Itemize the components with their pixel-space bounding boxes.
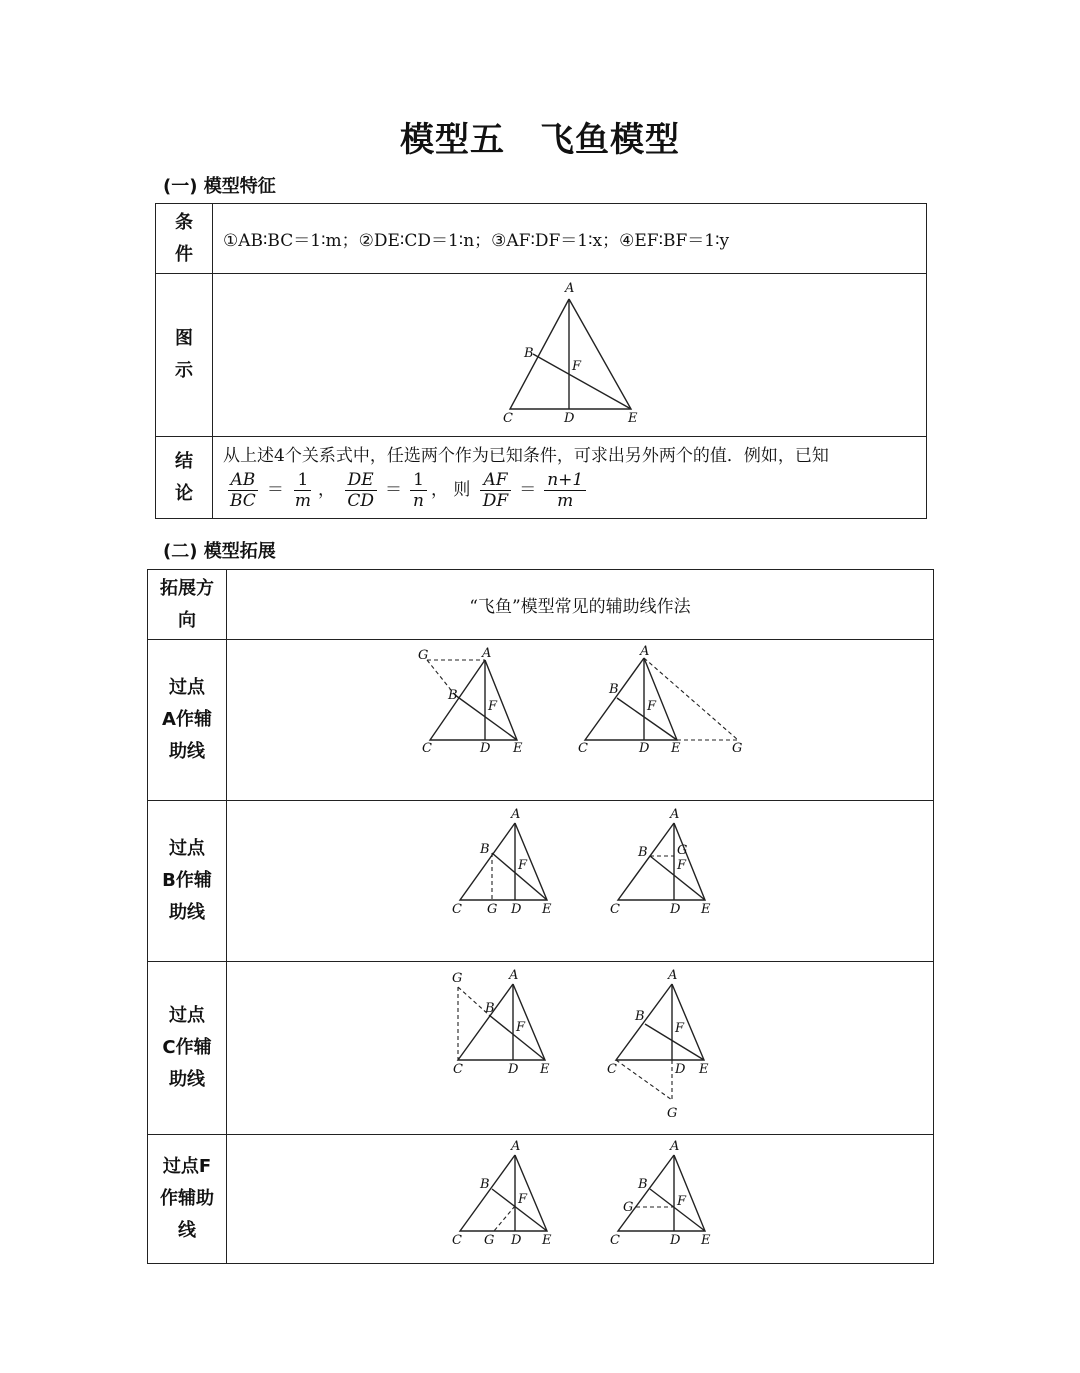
svg-text:B: B <box>638 1177 648 1192</box>
svg-text:B: B <box>638 845 648 860</box>
svg-text:F: F <box>518 858 528 873</box>
label-f: F <box>572 359 582 374</box>
svg-text:A: A <box>511 1139 521 1154</box>
figure-c1 <box>452 968 550 1077</box>
svg-text:E: E <box>699 1062 709 1077</box>
row-a-figures <box>227 640 934 801</box>
section-heading-features: (一) 模型特征 <box>163 176 276 197</box>
page-title: 模型五 飞鱼模型 <box>400 120 680 160</box>
figure-f1 <box>452 1139 552 1248</box>
svg-text:B: B <box>448 688 458 703</box>
svg-text:C: C <box>607 1062 617 1077</box>
label-e: E <box>628 411 638 426</box>
figures-through-a <box>227 640 933 796</box>
svg-text:C: C <box>422 741 432 756</box>
figure-label: 图 示 <box>156 274 213 437</box>
svg-text:A: A <box>640 644 650 659</box>
svg-text:B: B <box>480 1177 490 1192</box>
svg-text:D: D <box>670 902 681 917</box>
row-b-figures <box>227 801 934 962</box>
section-heading-extension: (二) 模型拓展 <box>163 541 276 562</box>
figure-a1 <box>418 646 523 756</box>
svg-text:E: E <box>671 741 681 756</box>
svg-text:F: F <box>518 1192 528 1207</box>
svg-text:F: F <box>677 1194 687 1209</box>
extension-table <box>147 569 934 1264</box>
svg-text:F: F <box>488 699 498 714</box>
svg-text:G: G <box>418 648 429 663</box>
svg-text:B: B <box>480 842 490 857</box>
svg-text:C: C <box>452 1233 462 1248</box>
svg-text:D: D <box>508 1062 519 1077</box>
conclusion-cell <box>213 437 927 519</box>
svg-text:D: D <box>511 902 522 917</box>
row-b-label: 过点 B作辅 助线 <box>148 801 227 962</box>
svg-text:F: F <box>675 1021 685 1036</box>
conclusion-text: 从上述4个关系式中，任选两个作为已知条件，可求出另外两个的值．例如，已知 <box>223 446 829 466</box>
svg-text:F: F <box>677 858 687 873</box>
main-figure <box>213 274 925 432</box>
conclusion-label: 结 论 <box>156 437 213 519</box>
svg-text:C: C <box>453 1062 463 1077</box>
svg-text:B: B <box>609 682 619 697</box>
svg-text:G: G <box>667 1106 678 1121</box>
label-d: D <box>564 411 575 426</box>
svg-text:C: C <box>610 1233 620 1248</box>
conclusion-formula: $\frac{AB}{BC}$ ＝ $\frac{1}{m}$ ， $\frac{DE}{CD}$ ＝ $\frac{1}{n}$ ， 则 $\frac{AF}{DF}$ ＝ $\frac{n+1}{m}$ <box>223 470 916 511</box>
figure-c2 <box>607 968 709 1121</box>
figure-a2 <box>578 644 742 756</box>
condition-label: 条 件 <box>156 204 213 274</box>
figure-f2 <box>610 1139 711 1248</box>
header-text: “飞鱼”模型常见的辅助线作法 <box>227 570 934 640</box>
svg-text:F: F <box>647 699 657 714</box>
conditions-text: ①AB∶BC＝1∶m；②DE∶CD＝1∶n；③AF∶DF＝1∶x；④EF∶BF＝1∶y <box>213 204 927 274</box>
label-a: A <box>565 281 575 296</box>
figures-through-c <box>227 962 933 1130</box>
svg-text:A: A <box>482 646 492 661</box>
svg-text:D: D <box>480 741 491 756</box>
figure-b2 <box>610 807 711 917</box>
figures-through-b <box>227 801 933 957</box>
figure-b1 <box>452 807 552 917</box>
svg-text:C: C <box>610 902 620 917</box>
figures-through-f <box>227 1135 933 1259</box>
svg-text:A: A <box>509 968 519 983</box>
svg-text:A: A <box>670 807 680 822</box>
row-c-label: 过点 C作辅 助线 <box>148 962 227 1135</box>
svg-text:D: D <box>670 1233 681 1248</box>
svg-text:G: G <box>732 741 743 756</box>
svg-text:F: F <box>516 1020 526 1035</box>
label-b: B <box>524 346 534 361</box>
svg-text:G: G <box>677 843 688 858</box>
svg-text:D: D <box>511 1233 522 1248</box>
row-f-figures <box>227 1135 934 1264</box>
row-a-label: 过点 A作辅 助线 <box>148 640 227 801</box>
svg-text:A: A <box>668 968 678 983</box>
svg-text:B: B <box>485 1001 495 1016</box>
svg-text:D: D <box>639 741 650 756</box>
svg-text:G: G <box>487 902 498 917</box>
features-table <box>155 203 927 519</box>
row-f-label: 过点F 作辅助 线 <box>148 1135 227 1264</box>
svg-text:C: C <box>578 741 588 756</box>
svg-text:E: E <box>542 902 552 917</box>
svg-text:A: A <box>511 807 521 822</box>
svg-text:D: D <box>675 1062 686 1077</box>
svg-text:E: E <box>701 902 711 917</box>
header-label: 拓展方 向 <box>148 570 227 640</box>
svg-text:G: G <box>623 1200 634 1215</box>
label-c: C <box>503 411 513 426</box>
main-figure-cell <box>213 274 927 437</box>
svg-text:G: G <box>484 1233 495 1248</box>
svg-text:A: A <box>670 1139 680 1154</box>
svg-text:E: E <box>542 1233 552 1248</box>
svg-text:E: E <box>701 1233 711 1248</box>
svg-text:C: C <box>452 902 462 917</box>
row-c-figures <box>227 962 934 1135</box>
svg-text:B: B <box>635 1009 645 1024</box>
svg-text:E: E <box>513 741 523 756</box>
svg-text:E: E <box>540 1062 550 1077</box>
svg-text:G: G <box>452 971 463 986</box>
